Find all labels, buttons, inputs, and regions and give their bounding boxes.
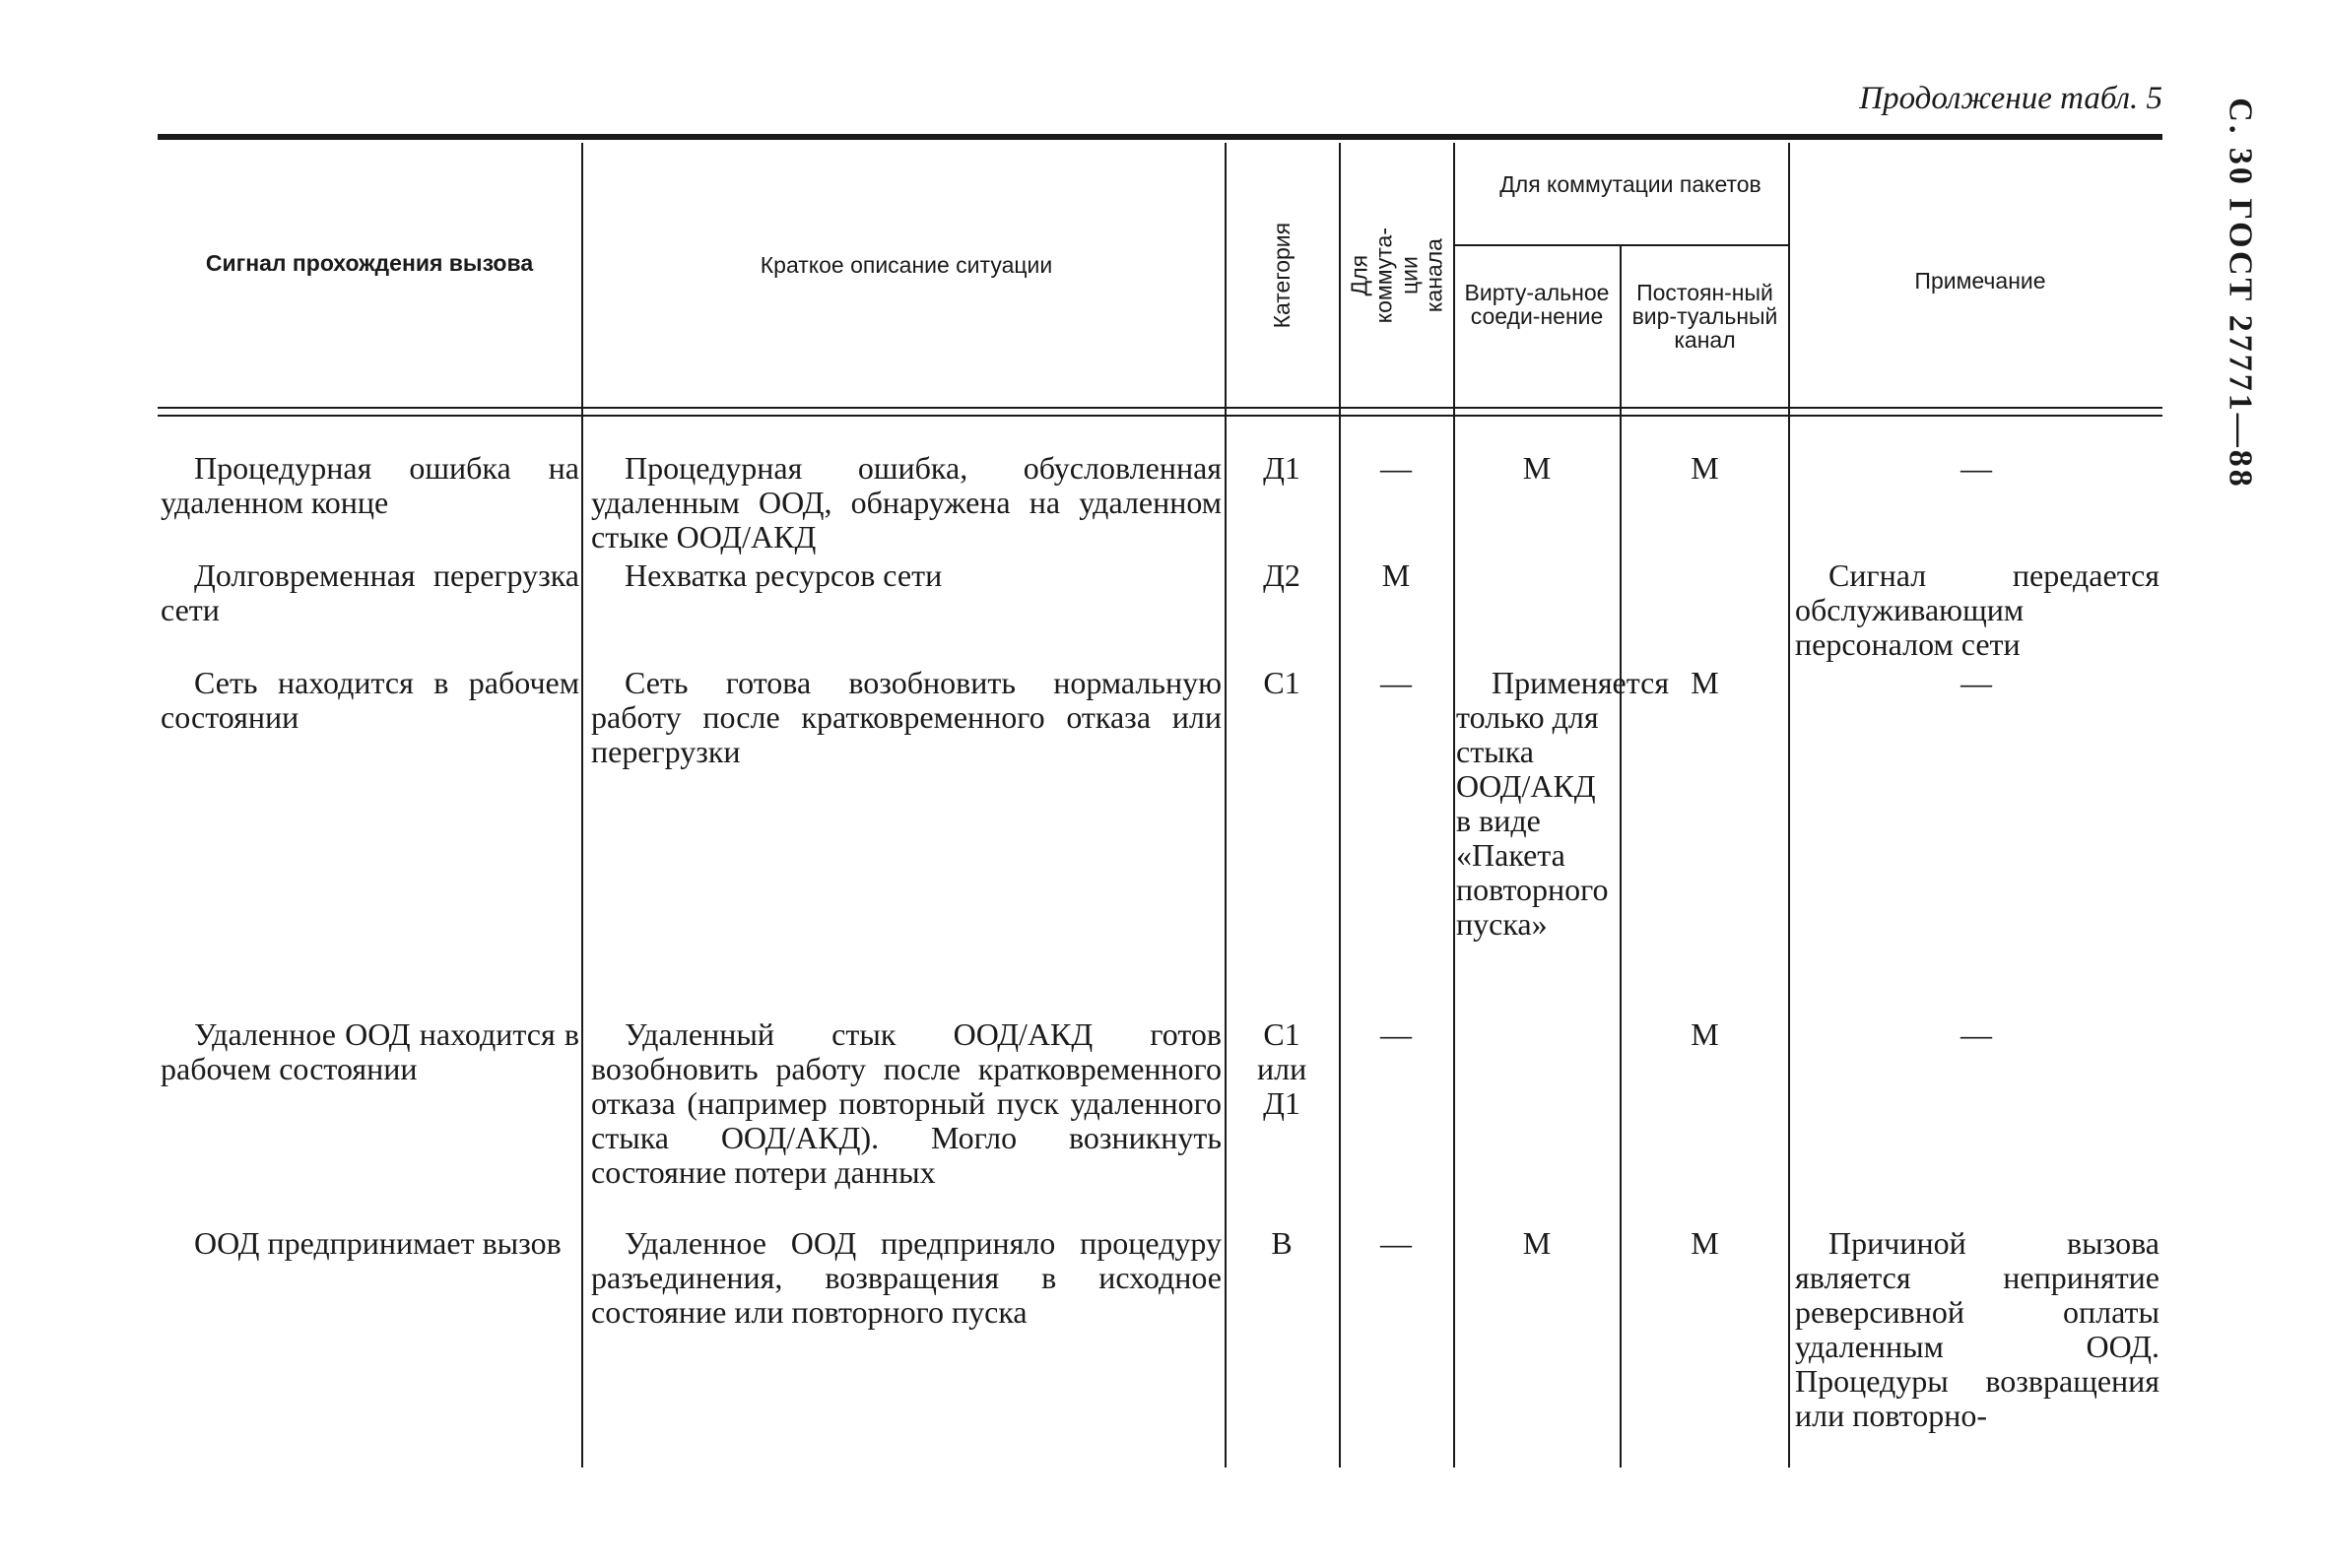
header-packet-group: Для коммутации пакетов [1499,171,1761,197]
row3-permanent-vc: М [1691,665,1719,700]
column-divider [1788,143,1790,1468]
packet-group-rule [1453,244,1788,246]
row5-circuit: — [1380,1225,1412,1261]
row4-permanent-vc: М [1691,1016,1719,1052]
column-divider [1620,246,1622,1468]
row1-description: Процедурная ошибка, обусловленная удаленным ООД, обнаружена на удаленном стыке ООД/АКД [591,450,1222,555]
row3-signal: Сеть находится в рабочем состоянии [161,665,579,735]
column-divider [581,143,583,1468]
header-virtual-call: Вирту-альное соеди-нение [1464,280,1610,330]
row2-category: Д2 [1263,557,1300,593]
row4-circuit: — [1380,1016,1412,1052]
row2-note: Сигнал передается обслуживающим персоналом сети [1795,557,2159,662]
header-category: Категория [1269,223,1295,329]
header-circuit: Для коммута-ции канала [1346,228,1447,324]
row5-permanent-vc: М [1691,1225,1719,1261]
row4-category: С1 или Д1 [1257,1016,1307,1121]
header-description: Краткое описание ситуации [760,252,1053,278]
continuation-label: Продолжение табл. 5 [1859,81,2162,116]
row5-description: Удаленное ООД предприняло процедуру разъединения, возвращения в исходное состояние или повторного пуска [591,1225,1222,1330]
side-page-header: С. 30 ГОСТ 27771—88 [2223,98,2259,490]
header-note: Примечание [1914,268,2046,294]
row2-description: Нехватка ресурсов сети [625,557,943,593]
row3-virtual-call: Применяется только для стыка ООД/АКД в виде «Пакета повторного пуска» [1456,665,1670,942]
row5-category: В [1271,1225,1293,1261]
row4-description: Удаленный стык ООД/АКД готов возобновить работу после кратковременного отказа (например повторный пуск удаленного стыка ООД/АКД). Могло возникнуть состояние потери данных [591,1016,1222,1190]
row1-signal: Процедурная ошибка на удаленном конце [161,450,579,520]
row2-circuit: М [1381,557,1411,593]
row5-note: Причиной вызова является непринятие реверсивной оплаты удаленным ООД. Процедуры возвращения или повторно- [1795,1225,2159,1433]
row3-circuit: — [1380,665,1412,700]
table-top-rule [158,134,2162,140]
row5-virtual-call: М [1522,1225,1552,1261]
row3-description: Сеть готова возобновить нормальную работу после кратковременного отказа или перегрузки [591,665,1222,769]
header-bottom-rule [158,407,2162,409]
row1-permanent-vc: М [1691,450,1719,486]
row5-signal: ООД предпринимает вызов [194,1225,562,1261]
column-divider [1453,143,1455,1468]
row4-note: — [1960,1016,1992,1052]
row3-category: С1 [1263,665,1300,700]
row1-note: — [1960,450,1992,486]
row1-circuit: — [1380,450,1412,486]
row4-signal: Удаленное ООД находится в рабочем состоянии [161,1016,579,1086]
row1-category: Д1 [1263,450,1300,486]
row1-virtual-call: М [1522,450,1552,486]
row3-note: — [1960,665,1992,700]
header-permanent-vc: Постоян-ный вир-туальный канал [1631,280,1778,354]
header-signal: Сигнал прохождения вызова [205,250,534,276]
row2-signal: Долговременная перегрузка сети [161,557,579,627]
header-bottom-rule [158,415,2162,417]
